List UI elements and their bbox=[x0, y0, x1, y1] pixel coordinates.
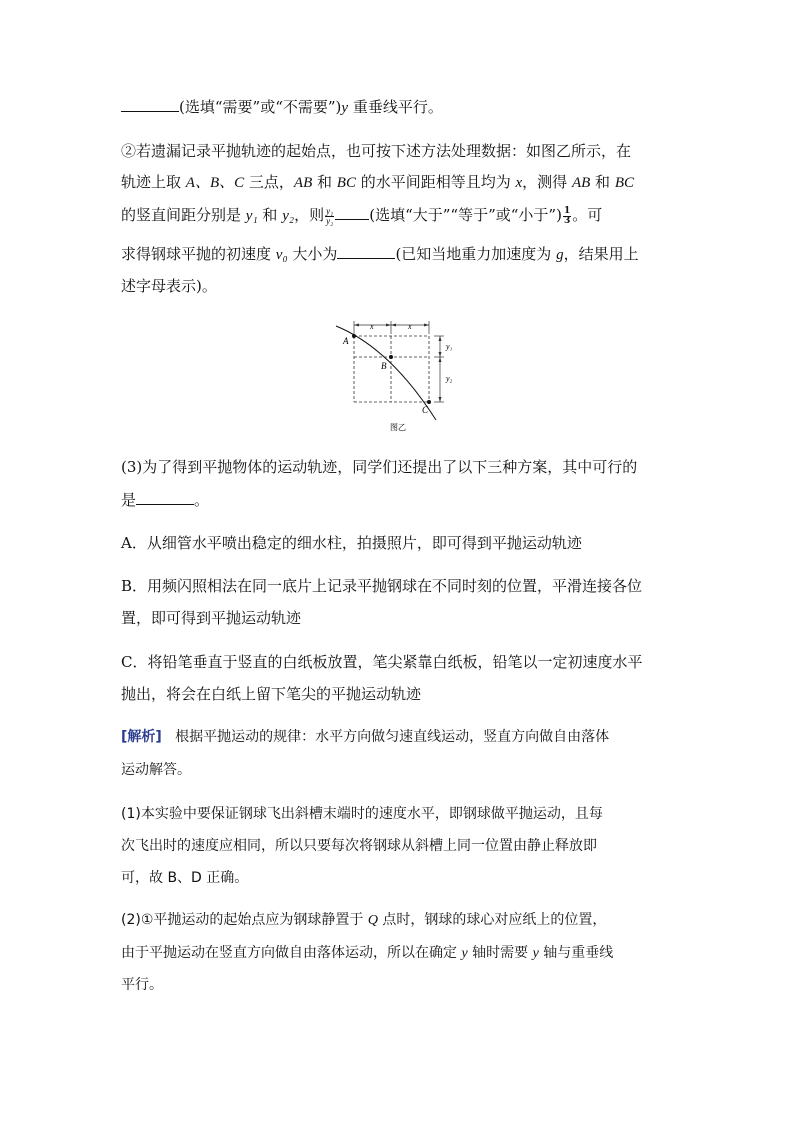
var-ab: AB bbox=[293, 175, 313, 191]
var-v0: v₀ bbox=[275, 247, 288, 263]
text: ，结果用上 bbox=[563, 245, 639, 263]
text: 的水平间距相等且均为 bbox=[355, 173, 516, 191]
fraction-one-third bbox=[563, 207, 571, 226]
text: (选填“大于”“等于”或“小于”) bbox=[369, 206, 562, 224]
label-c: C bbox=[422, 405, 429, 415]
text: 轨迹上取 bbox=[121, 173, 186, 191]
text: 。 bbox=[194, 491, 210, 509]
label-a: A bbox=[343, 336, 349, 346]
var-x: x bbox=[515, 175, 523, 191]
text: 和 bbox=[312, 173, 337, 191]
label-x2: x bbox=[408, 322, 412, 331]
paragraph-2-line-3 bbox=[121, 205, 681, 226]
text: 轴时需要 bbox=[467, 945, 533, 961]
text: 和 bbox=[590, 173, 615, 191]
dashed-grid bbox=[354, 336, 429, 402]
var-abc: A、B、C bbox=[185, 175, 245, 191]
text: 重垂线平行。 bbox=[348, 98, 443, 116]
figure-trajectory-diagram bbox=[330, 318, 470, 436]
label-y2: y₂ bbox=[446, 374, 453, 383]
paragraph-2-line-4 bbox=[121, 244, 681, 265]
var-ab: AB bbox=[571, 175, 591, 191]
answer-blank[interactable] bbox=[337, 244, 395, 259]
text: ，则 bbox=[294, 206, 325, 224]
option-a: A．从细管水平喷出稳定的细水柱，拍摄照片，即可得到平抛运动轨迹 bbox=[121, 534, 582, 552]
question-3-line-1: (3)为了得到平抛物体的运动轨迹，同学们还提出了以下三种方案，其中可行的 bbox=[121, 458, 638, 476]
question-3-line-2 bbox=[121, 490, 681, 510]
var-y: y bbox=[532, 946, 539, 961]
label-x1: x bbox=[370, 322, 374, 331]
option-c-line-2: 抛出，将会在白纸上留下笔尖的平抛运动轨迹 bbox=[121, 685, 422, 703]
text: ，测得 bbox=[522, 173, 572, 191]
text: 求得钢球平抛的初速度 bbox=[121, 245, 276, 263]
text: (2)①平抛运动的起始点应为钢球静置于 bbox=[121, 912, 368, 928]
text: 点时，钢球的球心对应纸上的位置， bbox=[377, 912, 607, 928]
text: (选填“需要”或“不需要”) bbox=[179, 98, 342, 116]
option-b-line-2: 置，即可得到平抛运动轨迹 bbox=[121, 609, 302, 627]
analysis-tag: [解析] bbox=[121, 729, 162, 745]
var-y: y bbox=[341, 100, 349, 116]
text: 的竖直间距分别是 bbox=[121, 206, 246, 224]
point-a bbox=[352, 334, 356, 338]
var-q: Q bbox=[367, 913, 378, 928]
text: 根据平抛运动的规律：水平方向做匀速直线运动，竖直方向做自由落体 bbox=[175, 729, 610, 745]
vertical-dimension bbox=[434, 336, 444, 402]
fraction-numerator: 1 bbox=[563, 205, 571, 216]
var-y: y bbox=[461, 946, 468, 961]
text: 由于平抛运动在竖直方向做自由落体运动，所以在确定 bbox=[121, 945, 462, 961]
point-b bbox=[389, 355, 393, 359]
answer-1-line-3: 可，故 B、D 正确。 bbox=[121, 870, 249, 886]
var-y2: y₂ bbox=[282, 208, 295, 224]
line-blank-yline bbox=[121, 97, 681, 118]
fraction-numerator: y₁ bbox=[326, 205, 334, 216]
text: 是 bbox=[121, 491, 137, 509]
text: 和 bbox=[257, 206, 283, 224]
fraction-denominator: y₂ bbox=[326, 215, 334, 226]
label-y1: y₁ bbox=[446, 342, 453, 351]
text: 轴与重垂线 bbox=[538, 945, 614, 961]
analysis-line-2: 运动解答。 bbox=[121, 762, 191, 778]
var-g: g bbox=[556, 247, 564, 263]
text: 。可 bbox=[572, 206, 603, 224]
var-bc: BC bbox=[614, 175, 634, 191]
figure-caption: 图乙 bbox=[390, 423, 406, 432]
answer-2-line-3: 平行。 bbox=[121, 977, 163, 993]
paragraph-2-line-2 bbox=[121, 172, 681, 193]
point-c bbox=[427, 400, 431, 404]
paragraph-2-line-5: 述字母表示)。 bbox=[121, 277, 217, 295]
option-c-line-1: C．将铅笔垂直于竖直的白纸板放置，笔尖紧靠白纸板，铅笔以一定初速度水平 bbox=[121, 653, 643, 671]
trajectory-curve bbox=[336, 326, 436, 420]
text: 三点， bbox=[244, 173, 294, 191]
label-b: B bbox=[381, 361, 387, 371]
var-bc: BC bbox=[336, 175, 356, 191]
fraction-y1-y2 bbox=[325, 207, 334, 226]
fraction-denominator: 3 bbox=[563, 215, 571, 226]
answer-blank[interactable] bbox=[136, 490, 194, 505]
answer-2-line-1 bbox=[121, 910, 681, 931]
text: 大小为 bbox=[287, 245, 338, 263]
answer-2-line-2 bbox=[121, 943, 681, 964]
option-b-line-1: B．用频闪照相法在同一底片上记录平抛钢球在不同时刻的位置，平滑连接各位 bbox=[121, 577, 643, 595]
horizontal-dimension bbox=[354, 321, 429, 334]
answer-1-line-1: (1)本实验中要保证钢球飞出斜槽末端时的速度水平，即钢球做平抛运动，且每 bbox=[121, 806, 603, 822]
answer-blank[interactable] bbox=[335, 205, 369, 220]
answer-1-line-2: 次飞出时的速度应相同，所以只要每次将钢球从斜槽上同一位置由静止释放即 bbox=[121, 838, 597, 854]
analysis-line-1 bbox=[121, 727, 681, 747]
paragraph-2-line-1: ②若遗漏记录平抛轨迹的起始点，也可按下述方法处理数据：如图乙所示，在 bbox=[121, 142, 632, 160]
var-y1: y₁ bbox=[245, 208, 258, 224]
answer-blank[interactable] bbox=[121, 97, 179, 112]
text: (已知当地重力加速度为 bbox=[395, 245, 557, 263]
